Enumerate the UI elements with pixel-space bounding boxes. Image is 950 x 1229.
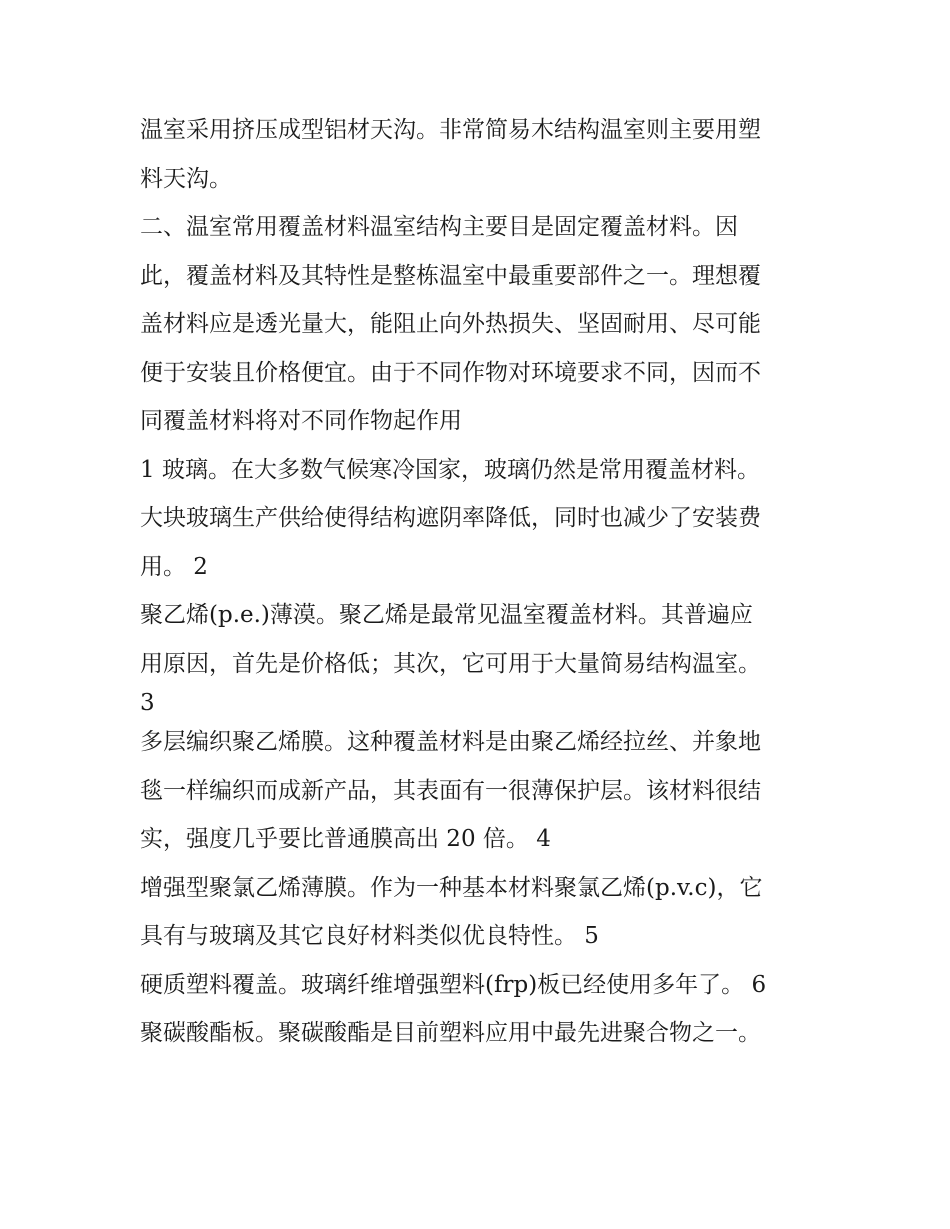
text-line: 1 玻璃。在大多数气候寒冷国家，玻璃仍然是常用覆盖材料。: [140, 456, 760, 483]
text-line: 二、温室常用覆盖材料温室结构主要目是固定覆盖材料。因: [140, 214, 738, 240]
text-line: 3: [140, 690, 155, 716]
text-line: 具有与玻璃及其它良好材料类似优良特性。 5: [140, 923, 599, 949]
body-text: [140, 106, 820, 1058]
text-line: 温室采用挤压成型铝材天沟。非常简易木结构温室则主要用塑: [140, 117, 761, 143]
text-line: 毯一样编织而成新产品，其表面有一很薄保护层。该材料很结: [140, 777, 761, 804]
text-line: 实，强度几乎要比普通膜高出 20 倍。 4: [140, 826, 551, 852]
text-line: 用。 2: [140, 553, 208, 580]
text-line: 料天沟。: [140, 165, 232, 192]
text-line: 同覆盖材料将对不同作物起作用: [140, 408, 462, 434]
text-line: 便于安装且价格便宜。由于不同作物对环境要求不同，因而不: [140, 359, 761, 386]
text-line: 多层编织聚乙烯膜。这种覆盖材料是由聚乙烯经拉丝、并象地: [140, 729, 761, 755]
text-line: 硬质塑料覆盖。玻璃纤维增强塑料(frp)板已经使用多年了。 6: [140, 971, 767, 998]
text-line: 用原因，首先是价格低；其次，它可用于大量简易结构温室。: [140, 650, 761, 677]
text-line: 盖材料应是透光量大，能阻止向外热损失、坚固耐用、尽可能: [140, 311, 761, 337]
text-line: 聚乙烯(p.e.)薄漠。聚乙烯是最常见温室覆盖材料。其普遍应: [140, 602, 753, 628]
text-line: 聚碳酸酯板。聚碳酸酯是目前塑料应用中最先进聚合物之一。: [140, 1020, 761, 1046]
text-line: 此，覆盖材料及其特性是整栋温室中最重要部件之一。理想覆: [140, 262, 761, 289]
text-line: 大块玻璃生产供给使得结构遮阴率降低，同时也减少了安装费: [140, 505, 761, 531]
text-line: 增强型聚氯乙烯薄膜。作为一种基本材料聚氯乙烯(p.v.c)，它: [140, 874, 763, 901]
